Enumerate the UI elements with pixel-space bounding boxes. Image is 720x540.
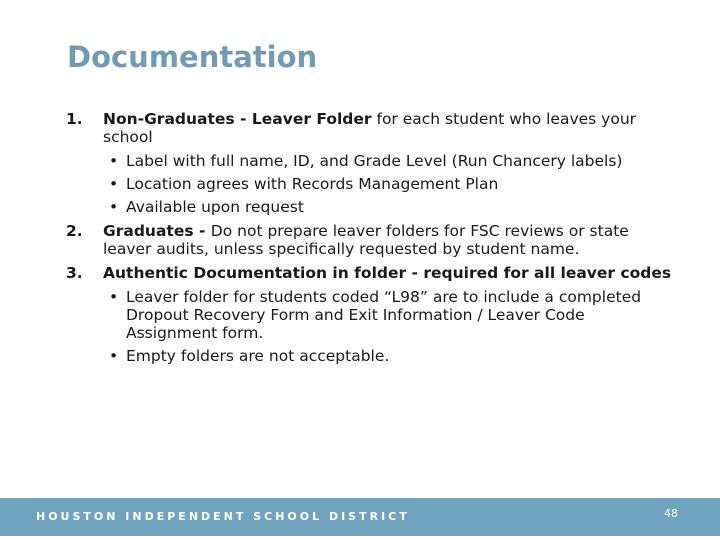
bullet-icon: • bbox=[109, 198, 119, 216]
footer-bar bbox=[0, 498, 720, 536]
sub-item-text: Location agrees with Records Management Plan bbox=[126, 175, 499, 193]
footer-organization: HOUSTON INDEPENDENT SCHOOL DISTRICT bbox=[36, 510, 410, 523]
bullet-icon: • bbox=[109, 347, 119, 365]
item-text bbox=[103, 264, 672, 282]
item-number: 1. bbox=[66, 110, 83, 128]
list-item-2 bbox=[62, 222, 672, 258]
sub-item bbox=[103, 198, 672, 216]
bullet-icon: • bbox=[109, 175, 119, 193]
list-item-3 bbox=[62, 264, 672, 365]
item-lead: Graduates - bbox=[103, 222, 211, 240]
list-item-1 bbox=[62, 110, 672, 216]
item-text bbox=[103, 110, 672, 146]
bullet-icon: • bbox=[109, 152, 119, 170]
item-number: 3. bbox=[66, 264, 83, 282]
item-rest: Do not prepare leaver folders for FSC reviews or state leaver audits, unless specifically requested by student name. bbox=[103, 222, 629, 258]
page-title: Documentation bbox=[67, 40, 318, 74]
sub-item bbox=[103, 152, 672, 170]
sub-item-text: Available upon request bbox=[126, 198, 304, 216]
sub-item bbox=[103, 175, 672, 193]
item-text bbox=[103, 222, 672, 258]
item-rest: for each student who leaves your school bbox=[103, 110, 637, 146]
item-lead: Non-Graduates - Leaver Folder bbox=[103, 110, 372, 128]
sub-item bbox=[103, 347, 672, 365]
sub-item-text: Empty folders are not acceptable. bbox=[126, 347, 390, 365]
sub-item bbox=[103, 288, 672, 342]
sub-item-text: Leaver folder for students coded “L98” are to include a completed Dropout Recovery Form and Exit Information / Leaver Code Assignment form. bbox=[126, 288, 642, 342]
item-lead: Authentic Documentation in folder - required for all leaver codes bbox=[103, 264, 672, 282]
bullet-icon: • bbox=[109, 288, 119, 306]
content-list bbox=[62, 110, 672, 371]
page-number: 48 bbox=[664, 507, 678, 520]
item-number: 2. bbox=[66, 222, 83, 240]
sub-item-text: Label with full name, ID, and Grade Level (Run Chancery labels) bbox=[126, 152, 623, 170]
